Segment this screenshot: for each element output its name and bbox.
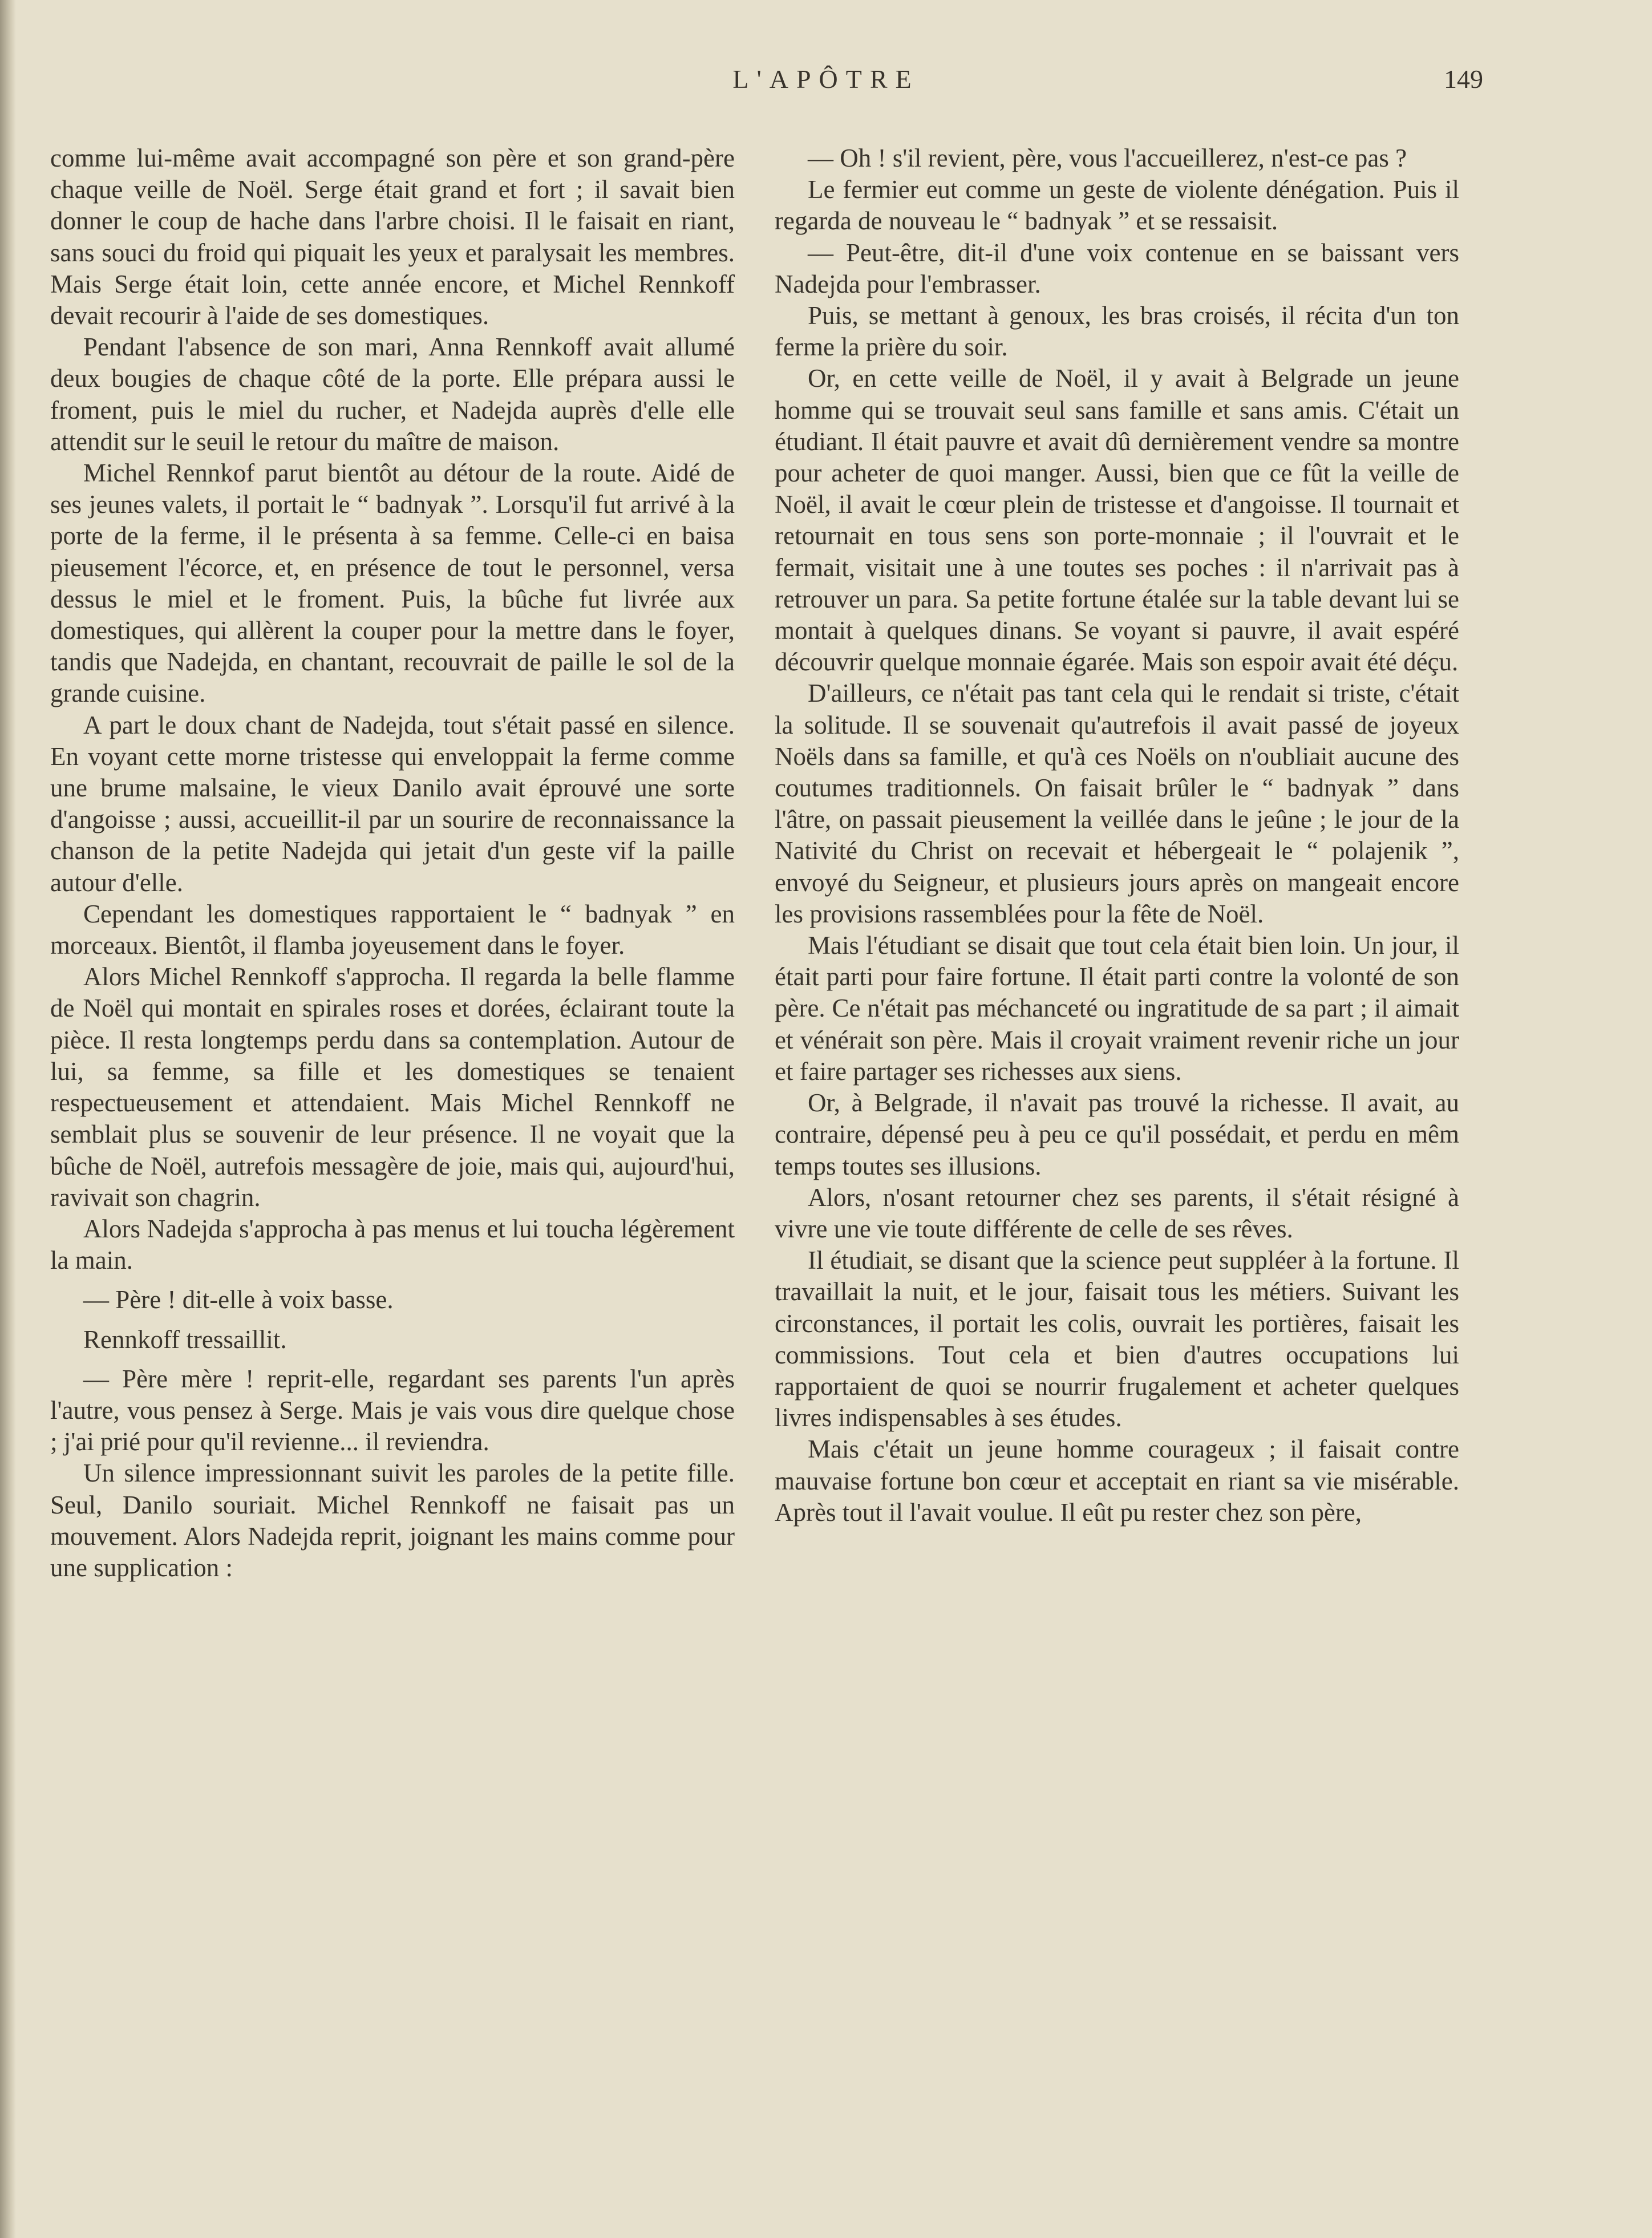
paragraph: Michel Rennkof parut bientôt au détour de la route. Aidé de ses jeunes valets, il portait le “ badnyak ”. Lorsqu'il fut arrivé à la porte de la ferme, il le présenta à sa femme. Celle-ci en baisa pieusement l'écorce, et, en présence de tout le personnel, versa dessus le miel et le froment. Puis, la bûche fut livrée aux domestiques, qui allèrent la couper pour la mettre dans le foyer, tandis que Nadejda, en chantant, recouvrait de paille le sol de la grande cuisine. (50, 459, 735, 708)
right-column (775, 143, 1459, 1528)
left-column (50, 143, 735, 1584)
paragraph: comme lui-même avait accompagné son père et son grand-père chaque veille de Noël. Serge était grand et fort ; il savait bien donner le coup de hache dans l'arbre choisi. Il le faisait en riant, sans souci du froid qui piquait les yeux et paralysait les membres. Mais Serge était loin, cette année encore, et Michel Rennkoff devait recourir à l'aide de ses domestiques. (50, 144, 735, 330)
paragraph: Alors Nadejda s'approcha à pas menus et lui toucha légèrement la main. (50, 1214, 735, 1275)
paragraph: D'ailleurs, ce n'était pas tant cela qui le rendait si triste, c'était la solitude. Il se souvenait qu'autrefois il avait passé de joyeux Noëls dans sa famille, et qu'à ces Noëls on n'oubliait aucune des coutumes traditionnels. On faisait brûler le “ badnyak ” dans l'âtre, on passait pieusement la veillée dans le jeûne ; le jour de la Nativité du Christ on recevait et hébergeait le “ polajenik ”, envoyé du Seigneur, et plusieurs jours après on mangeait encore les provisions rassemblées pour la fête de Noël. (775, 679, 1459, 928)
paragraph: Mais l'étudiant se disait que tout cela était bien loin. Un jour, il était parti pour faire fortune. Il était parti contre la volonté de son père. Ce n'était pas méchanceté ou ingratitude de sa part ; il aimait et vénérait son père. Mais il croyait vraiment revenir riche un jour et faire partager ses richesses aux siens. (775, 931, 1459, 1086)
paragraph: Rennkoff tressaillit. (83, 1325, 287, 1354)
paragraph: — Père mère ! reprit-elle, regardant ses parents l'un après l'autre, vous pensez à Serge. Mais je vais vous dire quelque chose ; j'ai prié pour qu'il revienne... il reviendra. (50, 1364, 735, 1456)
paragraph: — Oh ! s'il revient, père, vous l'accueillerez, n'est-ce pas ? (808, 144, 1407, 172)
paragraph: A part le doux chant de Nadejda, tout s'était passé en silence. En voyant cette morne tristesse qui enveloppait la ferme comme une brume malsaine, le vieux Danilo avait éprouvé une sorte d'angoisse ; aussi, accueillit-il par un sourire de reconnaissance la chanson de la petite Nadejda qui jetait d'un geste vif la paille autour d'elle. (50, 710, 735, 897)
paragraph: Alors Michel Rennkoff s'approcha. Il regarda la belle flamme de Noël qui montait en spirales roses et dorées, éclairant toute la pièce. Il resta longtemps perdu dans sa contemplation. Autour de lui, sa femme, sa fille et les domestiques se tenaient respectueusement et attendaient. Mais Michel Rennkoff ne semblait plus se souvenir de leur présence. Il ne voyait que la bûche de Noël, autrefois messagère de joie, mais qui, aujourd'hui, ravivait son chagrin. (50, 962, 735, 1212)
paragraph: Alors, n'osant retourner chez ses parents, il s'était résigné à vivre une vie toute différente de celle de ses rêves. (775, 1183, 1459, 1243)
running-title: L'APÔTRE (732, 64, 920, 94)
paragraph: Pendant l'absence de son mari, Anna Rennkoff avait allumé deux bougies de chaque côté de la porte. Elle prépara aussi le froment, puis le miel du rucher, et Nadejda auprès d'elle elle attendit sur le seuil le retour du maître de maison. (50, 333, 735, 456)
book-spine-shadow (0, 0, 16, 2238)
paragraph: Or, à Belgrade, il n'avait pas trouvé la richesse. Il avait, au contraire, dépensé peu à peu ce qu'il possédait, et perdu en mêm temps toutes ses illusions. (775, 1088, 1459, 1180)
paragraph: Le fermier eut comme un geste de violente dénégation. Puis il regarda de nouveau le “ badnyak ” et se ressaisit. (775, 175, 1459, 236)
paragraph: Mais c'était un jeune homme courageux ; il faisait contre mauvaise fortune bon cœur et acceptait en riant sa vie misérable. Après tout il l'avait voulue. Il eût pu rester chez son père, (775, 1435, 1459, 1527)
paragraph: Il étudiait, se disant que la science peut suppléer à la fortune. Il travaillait la nuit, et le jour, faisait tous les métiers. Suivant les circonstances, il portait les colis, ouvrait les portières, faisait les commissions. Tout cela et bien d'autres occupations lui rapportaient de quoi se nourrir frugalement et acheter quelques livres indispensables à ses études. (775, 1246, 1459, 1432)
paragraph: Un silence impressionnant suivit les paroles de la petite fille. Seul, Danilo souriait. Michel Rennkoff ne faisait pas un mouvement. Alors Nadejda reprit, joignant les mains comme pour une supplication : (50, 1459, 735, 1582)
paragraph: Or, en cette veille de Noël, il y avait à Belgrade un jeune homme qui se trouvait seul sans famille et sans amis. C'était un étudiant. Il était pauvre et avait dû dernièrement vendre sa montre pour acheter de quoi manger. Aussi, bien que ce fût la veille de Noël, il avait le cœur plein de tristesse et d'angoisse. Il tournait et retournait en tous sens son porte-monnaie ; il l'ouvrait et le fermait, visitait une à une toutes ses poches : il n'arrivait pas à retrouver un para. Sa petite fortune étalée sur la table devant lui se montait à quelques dinans. Se voyant si pauvre, il avait espéré découvrir quelque monnaie égarée. Mais son espoir avait été déçu. (775, 364, 1459, 677)
paragraph: — Père ! dit-elle à voix basse. (83, 1285, 394, 1314)
paragraph: Cependant les domestiques rapportaient le “ badnyak ” en morceaux. Bientôt, il flamba joyeusement dans le foyer. (50, 899, 735, 960)
page-number: 149 (1444, 64, 1483, 94)
paragraph: — Peut-être, dit-il d'une voix contenue en se baissant vers Nadejda pour l'embrasser. (775, 238, 1459, 298)
paragraph: Puis, se mettant à genoux, les bras croisés, il récita d'un ton ferme la prière du soir. (775, 301, 1459, 362)
